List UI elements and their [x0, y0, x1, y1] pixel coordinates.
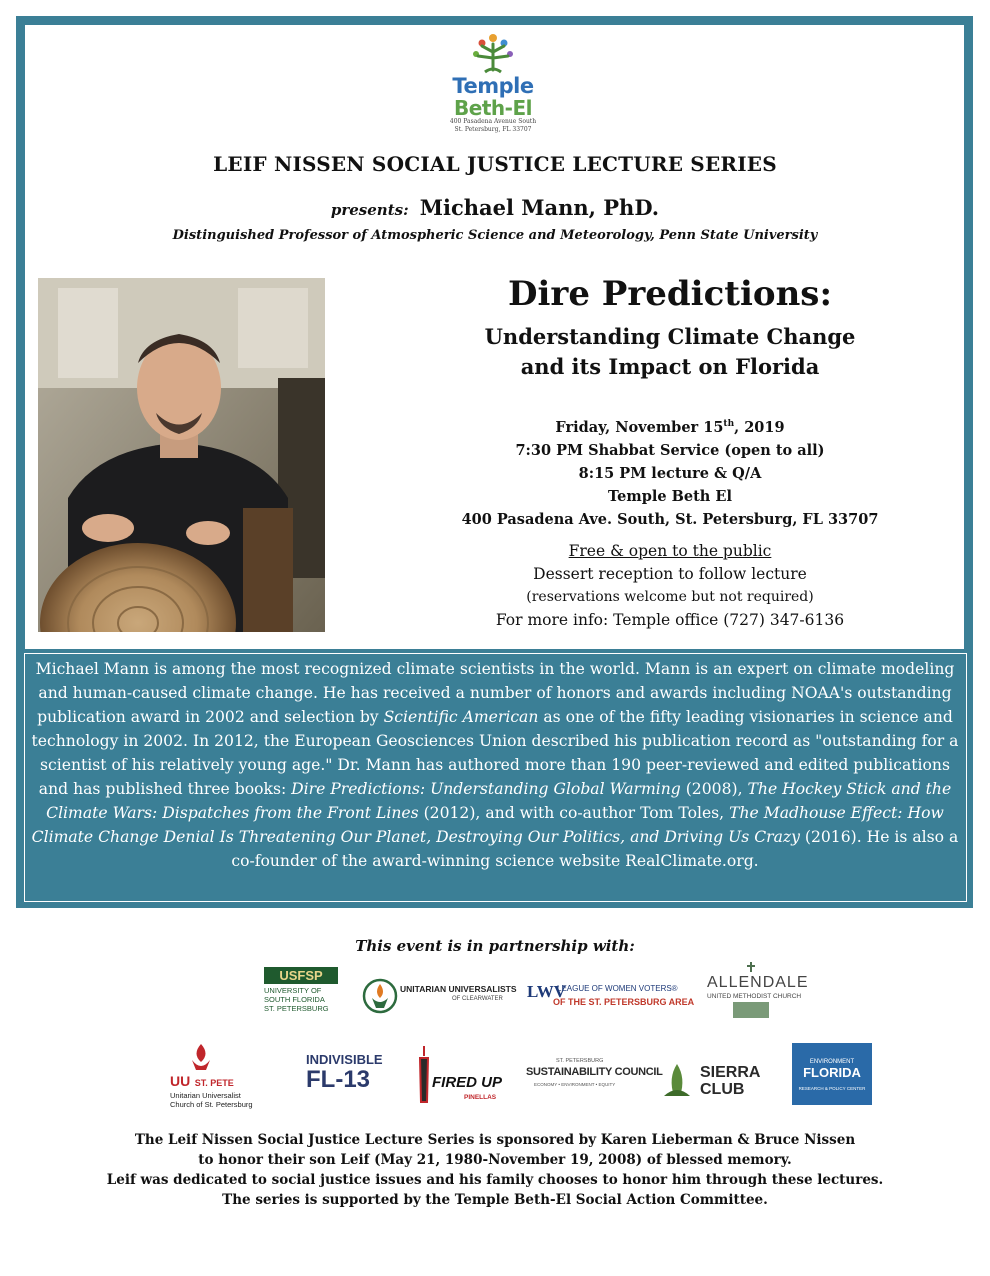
speaker-name: Michael Mann, PhD. [419, 195, 660, 220]
sierra-club-logo [660, 1060, 766, 1102]
uu-clearwater-line1: UNITARIAN UNIVERSALISTS [400, 984, 517, 994]
lwv-line2: OF THE ST. PETERSBURG AREA [553, 997, 695, 1007]
sustainability-line2: ECONOMY • ENVIRONMENT • EQUITY [534, 1082, 616, 1087]
event-date-main: Friday, November 15 [555, 418, 724, 436]
presents-line [0, 195, 990, 220]
partnership-label: This event is in partnership with: [355, 937, 635, 955]
environment-florida-logo [792, 1043, 872, 1105]
sustainability-line1: SUSTAINABILITY COUNCIL [526, 1066, 663, 1078]
bio-book-hockey-stick: The Hockey Stick and the Climate Wars: Dispatches from the Front Lines [46, 780, 952, 822]
event-date-suffix: th [723, 419, 735, 429]
event-service: 7:30 PM Shabbat Service (open to all) [515, 441, 825, 459]
uu-st-pete-abbr: UU [170, 1073, 191, 1089]
indivisible-line2: FL-13 [306, 1066, 371, 1093]
speaker-title: Distinguished Professor of Atmospheric Science and Meteorology, Penn State University [172, 228, 818, 243]
bio-scientific-american: Scientific American [383, 708, 539, 726]
talk-subtitle-line1: Understanding Climate Change [484, 324, 856, 349]
fired-up-pinellas-logo [410, 1044, 510, 1108]
usfsp-logo-line1: UNIVERSITY OF [264, 986, 322, 995]
usfsp-logo-line3: ST. PETERSBURG [264, 1004, 329, 1013]
uu-st-pete-city: ST. PETE [194, 1078, 234, 1088]
talk-subtitle [410, 322, 930, 382]
env-florida-line1: FLORIDA [803, 1065, 861, 1080]
lwv-line1: LEAGUE OF WOMEN VOTERS® [557, 984, 678, 993]
event-date-year: , 2019 [734, 418, 785, 436]
logo-address-line1: 400 Pasadena Avenue South [449, 118, 537, 125]
sponsor-footer [0, 1130, 990, 1210]
indivisible-fl13-logo [306, 1052, 396, 1102]
event-lecture: 8:15 PM lecture & Q/A [578, 464, 762, 482]
uu-st-pete-line3: Church of St. Petersburg [170, 1100, 253, 1109]
footer-line1: The Leif Nissen Social Justice Lecture Series is sponsored by Karen Lieberman & Bruce Nissen [134, 1132, 856, 1148]
uu-clearwater-line2: OF CLEARWATER [452, 996, 503, 1002]
chalice-icon [362, 972, 398, 1020]
temple-beth-el-logo [438, 30, 548, 136]
sierra-line2: CLUB [700, 1081, 745, 1098]
presents-label: presents: [330, 201, 409, 219]
uu-st-pete-title [170, 1073, 234, 1091]
speaker-photo [38, 278, 325, 632]
footer-line4: The series is supported by the Temple Beth-El Social Action Committee. [222, 1192, 768, 1208]
usfsp-logo-abbr: USFSP [264, 967, 338, 984]
logo-address-line2: St. Petersburg, FL 33707 [454, 126, 532, 133]
allendale-line1: ALLENDALE [707, 974, 809, 991]
bio-book-dire-predictions: Dire Predictions: Understanding Global Warming [291, 780, 681, 798]
dessert-reception: Dessert reception to follow lecture [533, 565, 807, 583]
uu-st-pete-logo [170, 1042, 270, 1112]
speaker-photo-illustration [38, 278, 325, 632]
event-venue: Temple Beth El [608, 487, 732, 505]
talk-title: Dire Predictions: [508, 274, 832, 314]
bio-book-madhouse-effect: The Madhouse Effect: How Climate Change Denial Is Threatening Our Planet, Destroying Our Politics, and Driving Us Crazy [31, 804, 944, 846]
contact-info: For more info: Temple office (727) 347-6136 [495, 611, 845, 629]
event-date [410, 413, 930, 439]
sustainability-council-logo [526, 1058, 663, 1098]
sierra-club-tree-icon [660, 1062, 694, 1100]
allendale-logo [703, 960, 813, 1020]
bio-text-5: (2016). He is also a co-founder of the award-winning science website RealClimate.org. [231, 828, 959, 870]
footer-line3: Leif was dedicated to social justice issues and his family chooses to honor him through these lectures. [106, 1172, 884, 1188]
free-to-public: Free & open to the public [568, 542, 772, 560]
indivisible-line1: INDIVISIBLE [306, 1052, 383, 1067]
uu-st-pete-line2: Unitarian Universalist [170, 1091, 241, 1100]
footer-line2: to honor their son Leif (May 21, 1980-November 19, 2008) of blessed memory. [198, 1152, 792, 1168]
bio-text-4: (2012), and with co-author Tom Toles, [418, 804, 730, 822]
sierra-line1: SIERRA [700, 1064, 761, 1081]
talk-subtitle-line2: and its Impact on Florida [520, 354, 820, 379]
uu-clearwater-logo [362, 972, 517, 1022]
event-info [410, 540, 930, 632]
sustainability-line0: ST. PETERSBURG [556, 1058, 604, 1064]
event-address: 400 Pasadena Ave. South, St. Petersburg, FL 33707 [461, 510, 879, 528]
fired-up-line2: PINELLAS [464, 1094, 497, 1101]
church-icon [729, 960, 773, 1020]
usfsp-logo-line2: SOUTH FLORIDA [264, 995, 325, 1004]
reservations-note: (reservations welcome but not required) [526, 589, 814, 605]
env-florida-line0: ENVIRONMENT [809, 1059, 855, 1065]
usfsp-logo [264, 967, 340, 1019]
bio-text-2: as one of the fifty leading visionaries in science and technology in 2002. In 2012, the European Geosciences Union described his publication record as "outstanding for a scientist of his relatively young age." Dr. Mann has authored more than 190 peer-reviewed and edited publications and has published three books: [31, 708, 959, 798]
series-title: LEIF NISSEN SOCIAL JUSTICE LECTURE SERIES [213, 152, 777, 176]
chalice-flame-icon [188, 1042, 214, 1072]
tree-of-people-icon [470, 30, 516, 76]
event-details [410, 413, 930, 531]
speaker-bio [28, 657, 962, 897]
lwv-logo [527, 980, 695, 1020]
logo-text-beth-el: Beth-El [454, 96, 532, 120]
fired-up-line1: FIRED UP [432, 1074, 503, 1091]
env-florida-line2: RESEARCH & POLICY CENTER [798, 1086, 866, 1091]
bio-text-1: Michael Mann is among the most recognized climate scientists in the world. Mann is an expert on climate modeling and human-caused climate change. He has received a number of honors and awards including NOAA's outstanding publication award in 2002 and selection by [35, 660, 955, 726]
allendale-line2: UNITED METHODIST CHURCH [707, 993, 802, 1000]
bio-text-3: (2008), [680, 780, 748, 798]
lwv-abbr: LWV [527, 982, 567, 1001]
logo-text-temple: Temple [452, 74, 534, 98]
